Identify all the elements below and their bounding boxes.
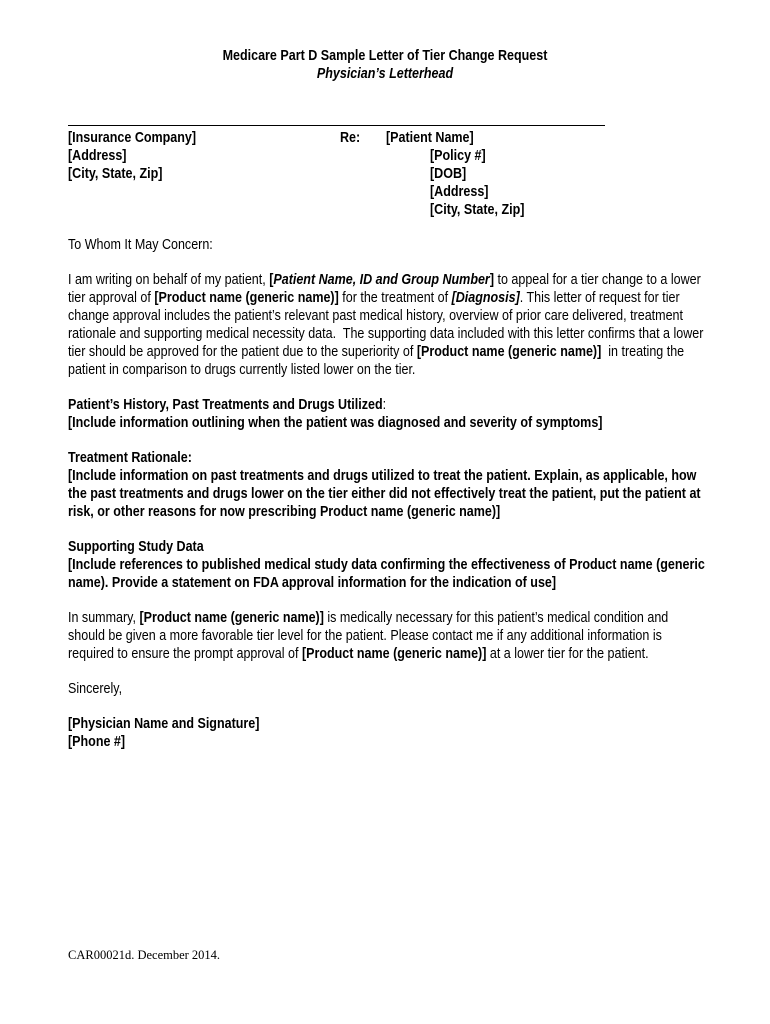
supporting-study-section bbox=[68, 538, 708, 592]
body-text: : bbox=[382, 396, 387, 413]
recipient-address bbox=[68, 129, 221, 183]
text-line bbox=[68, 503, 602, 521]
text-line bbox=[68, 271, 701, 289]
bold-text: [Include references to published medical study data confirming the effectiveness of Product name (generic bbox=[68, 556, 705, 573]
letterhead-placeholder: Physician’s Letterhead bbox=[316, 65, 454, 82]
text-line bbox=[68, 627, 662, 645]
body-text: tier should be approved for the patient due to the superiority of bbox=[68, 343, 417, 360]
bold-text: ] bbox=[489, 271, 494, 288]
signature-block bbox=[68, 715, 708, 751]
summary-paragraph bbox=[68, 609, 708, 663]
letterhead-divider bbox=[68, 125, 605, 126]
salutation-text: To Whom It May Concern: bbox=[68, 236, 213, 253]
body-text: at a lower tier for the patient. bbox=[486, 645, 649, 662]
document-code-footer: CAR00021d. December 2014. bbox=[68, 948, 221, 962]
recipient-street-address: [Address] bbox=[68, 147, 127, 164]
text-line bbox=[68, 485, 701, 503]
closing bbox=[68, 680, 708, 698]
text-line bbox=[68, 556, 705, 574]
text-line bbox=[68, 467, 697, 485]
re-label: Re: bbox=[340, 129, 361, 146]
body-text: patient in comparison to drugs currently listed lower on the tier. bbox=[68, 361, 416, 378]
body-text: change approval includes the patient’s relevant past medical history, overview of prior care delivered, treatment bbox=[68, 307, 683, 324]
body-text: required to ensure the prompt approval of bbox=[68, 645, 302, 662]
patient-address: [Address] bbox=[430, 183, 489, 200]
intro-paragraph bbox=[68, 271, 708, 379]
patient-city-state-zip: [City, State, Zip] bbox=[430, 201, 525, 218]
text-line bbox=[68, 609, 669, 627]
bold-text: [ bbox=[269, 271, 274, 288]
bold-text: the past treatments and drugs lower on the tier either did not effectively treat the patient, put the patient at bbox=[68, 485, 701, 502]
physician-phone: [Phone #] bbox=[68, 733, 126, 750]
insurance-company: [Insurance Company] bbox=[68, 129, 197, 146]
text-line bbox=[68, 645, 649, 663]
bold-text: [Product name (generic name)] bbox=[301, 645, 487, 662]
letter-body bbox=[68, 129, 708, 768]
letter-title: Medicare Part D Sample Letter of Tier Change Request bbox=[222, 47, 548, 64]
body-text: should be given a more favorable tier level for the patient. Please contact me if any additional information is bbox=[68, 627, 662, 644]
bold-text: Patient’s History, Past Treatments and Drugs Utilized bbox=[68, 396, 383, 413]
body-text: in treating the bbox=[601, 343, 685, 360]
text-line bbox=[68, 414, 602, 432]
body-text: tier approval of bbox=[68, 289, 155, 306]
body-text: . This letter of request for tier bbox=[519, 289, 680, 306]
bold-italic-text: [Diagnosis] bbox=[451, 289, 520, 306]
bold-text: [Include information on past treatments and drugs utilized to treat the patient. Explain, as applicable, how bbox=[68, 467, 697, 484]
treatment-rationale-section bbox=[68, 449, 708, 521]
text-line bbox=[68, 396, 602, 414]
bold-text: risk, or other reasons for now prescribing Product name (generic name)] bbox=[68, 503, 501, 520]
physician-signature: [Physician Name and Signature] bbox=[68, 715, 260, 732]
recipient-city-state-zip: [City, State, Zip] bbox=[68, 165, 163, 182]
bold-text: [Product name (generic name)] bbox=[154, 289, 339, 306]
text-line bbox=[68, 289, 680, 307]
bold-text: [Include information outlining when the patient was diagnosed and severity of symptoms] bbox=[68, 414, 603, 431]
date-of-birth: [DOB] bbox=[430, 165, 467, 182]
policy-number: [Policy #] bbox=[430, 147, 486, 164]
salutation bbox=[68, 236, 708, 254]
body-text: In summary, bbox=[68, 609, 140, 626]
body-text: I am writing on behalf of my patient, bbox=[68, 271, 270, 288]
text-line bbox=[68, 325, 704, 343]
text-line bbox=[68, 449, 602, 467]
patient-details bbox=[430, 147, 543, 219]
text-line bbox=[68, 574, 602, 592]
text-line bbox=[68, 538, 602, 556]
body-text: to appeal for a tier change to a lower bbox=[493, 271, 701, 288]
text-line bbox=[68, 307, 683, 325]
body-text: rationale and supporting medical necessity data. The supporting data included with this letter confirms that a lower bbox=[68, 325, 704, 342]
bold-text: Treatment Rationale: bbox=[68, 449, 192, 466]
patient-name: [Patient Name] bbox=[386, 129, 474, 146]
bold-text: [Product name (generic name)] bbox=[416, 343, 602, 360]
bold-italic-text: Patient Name, ID and Group Number bbox=[273, 271, 490, 288]
body-text: is medically necessary for this patient’s medical condition and bbox=[323, 609, 669, 626]
address-block bbox=[68, 129, 708, 219]
body-text: for the treatment of bbox=[338, 289, 452, 306]
text-line bbox=[68, 343, 685, 361]
closing-text: Sincerely, bbox=[68, 680, 123, 697]
text-line bbox=[68, 361, 602, 379]
bold-text: Supporting Study Data bbox=[68, 538, 204, 555]
bold-text: [Product name (generic name)] bbox=[139, 609, 324, 626]
patient-history-section bbox=[68, 396, 708, 432]
bold-text: name). Provide a statement on FDA approval information for the indication of use] bbox=[68, 574, 557, 591]
